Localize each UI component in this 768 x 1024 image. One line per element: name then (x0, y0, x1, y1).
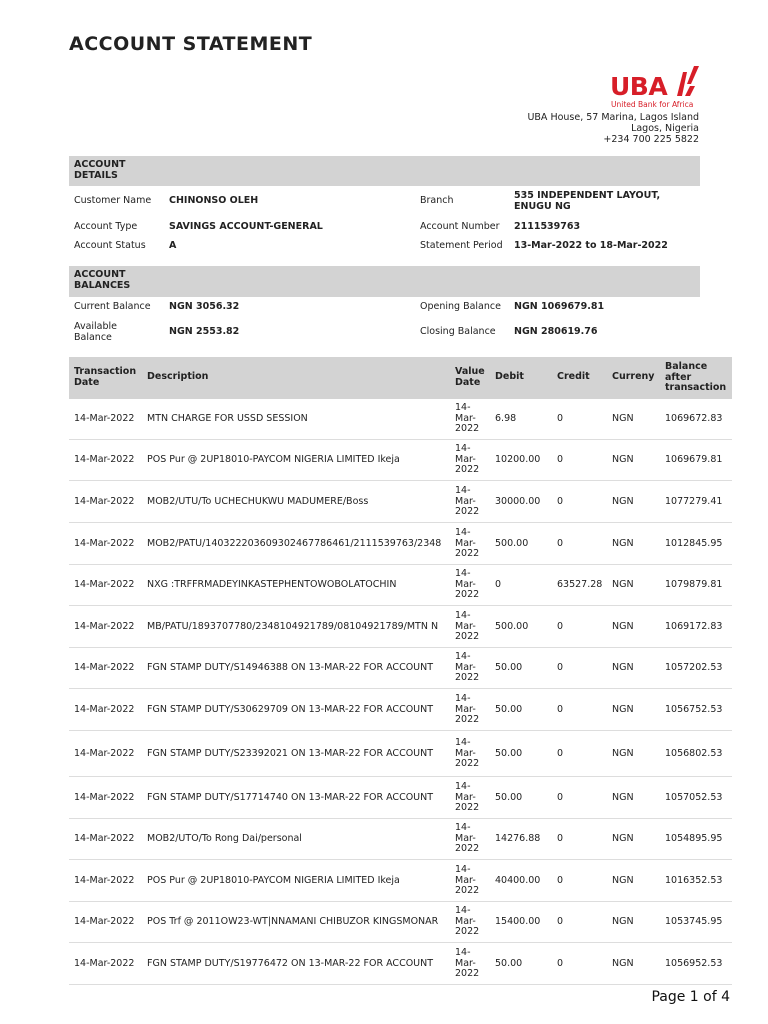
label-line: Available (74, 321, 118, 332)
cell-value-date: 14-Mar-2022 (455, 568, 480, 601)
table-row (69, 481, 732, 523)
cell-value-date: 14-Mar-2022 (455, 864, 480, 897)
cell-currency: NGN (612, 833, 634, 844)
current-balance-label: Current Balance (74, 301, 151, 312)
cell-transaction-date: 14-Mar-2022 (74, 579, 135, 590)
table-row (69, 440, 732, 481)
customer-name-value: CHINONSO OLEH (169, 195, 259, 206)
cell-transaction-date: 14-Mar-2022 (74, 958, 135, 969)
bank-address (527, 112, 699, 145)
branch-value (514, 190, 660, 212)
table-row (69, 399, 732, 440)
cell-debit: 500.00 (495, 621, 529, 632)
cell-debit: 30000.00 (495, 496, 541, 507)
cell-credit: 0 (557, 454, 564, 465)
cell-balance: 1054895.95 (665, 833, 723, 844)
cell-debit: 50.00 (495, 662, 523, 673)
cell-transaction-date: 14-Mar-2022 (74, 748, 135, 759)
logo-emblem-icon (674, 66, 700, 96)
header-line: transaction (665, 382, 727, 393)
cell-balance: 1077279.41 (665, 496, 723, 507)
cell-balance: 1053745.95 (665, 916, 723, 927)
cell-transaction-date: 14-Mar-2022 (74, 833, 135, 844)
cell-currency: NGN (612, 916, 634, 927)
opening-balance-label: Opening Balance (420, 301, 501, 312)
cell-credit: 0 (557, 875, 564, 886)
cell-description: FGN STAMP DUTY/S17714740 ON 13-MAR-22 FOR ACCOUNT (147, 792, 434, 803)
cell-description: FGN STAMP DUTY/S30629709 ON 13-MAR-22 FOR ACCOUNT (147, 704, 434, 715)
cell-balance: 1056802.53 (665, 748, 723, 759)
cell-value-date: 14-Mar-2022 (455, 822, 480, 855)
logo-text: UBA (610, 72, 668, 101)
col-value-date (455, 367, 485, 388)
cell-value-date: 14-Mar-2022 (455, 737, 480, 770)
cell-value-date: 14-Mar-2022 (455, 443, 480, 476)
branch-label: Branch (420, 195, 454, 206)
cell-credit: 0 (557, 916, 564, 927)
cell-debit: 10200.00 (495, 454, 541, 465)
cell-debit: 50.00 (495, 704, 523, 715)
customer-name-label: Customer Name (74, 195, 152, 206)
cell-currency: NGN (612, 875, 634, 886)
header-line: Date (455, 376, 481, 388)
cell-description: POS Pur @ 2UP18010-PAYCOM NIGERIA LIMITED Ikeja (147, 875, 400, 886)
cell-debit: 50.00 (495, 958, 523, 969)
cell-value-date: 14-Mar-2022 (455, 651, 480, 684)
cell-debit: 14276.88 (495, 833, 541, 844)
available-balance-value: NGN 2553.82 (169, 326, 240, 337)
heading-line: BALANCES (74, 279, 131, 291)
table-row (69, 902, 732, 943)
header-line: after (665, 371, 692, 383)
account-type-label: Account Type (74, 221, 138, 232)
header-line: Date (74, 376, 100, 388)
cell-currency: NGN (612, 454, 634, 465)
cell-currency: NGN (612, 538, 634, 549)
logo-subtitle: United Bank for Africa (611, 100, 694, 109)
cell-currency: NGN (612, 496, 634, 507)
cell-credit: 0 (557, 538, 564, 549)
cell-currency: NGN (612, 662, 634, 673)
cell-value-date: 14-Mar-2022 (455, 402, 480, 435)
cell-description: POS Trf @ 2011OW23-WT|NNAMANI CHIBUZOR KINGSMONAR (147, 916, 439, 927)
cell-balance: 1012845.95 (665, 538, 723, 549)
cell-balance: 1056952.53 (665, 958, 723, 969)
cell-value-date: 14-Mar-2022 (455, 947, 480, 980)
cell-debit: 50.00 (495, 748, 523, 759)
cell-balance: 1056752.53 (665, 704, 723, 715)
cell-debit: 50.00 (495, 792, 523, 803)
col-currency: Curreny (612, 371, 655, 382)
cell-currency: NGN (612, 748, 634, 759)
label-line: Balance (74, 332, 112, 343)
cell-description: FGN STAMP DUTY/S14946388 ON 13-MAR-22 FOR ACCOUNT (147, 662, 434, 673)
cell-credit: 0 (557, 621, 564, 632)
account-status-value: A (169, 240, 177, 251)
col-debit: Debit (495, 371, 524, 382)
closing-balance-value: NGN 280619.76 (514, 326, 598, 337)
cell-credit: 0 (557, 748, 564, 759)
col-description: Description (147, 371, 209, 382)
table-row (69, 777, 732, 819)
cell-credit: 0 (557, 704, 564, 715)
cell-transaction-date: 14-Mar-2022 (74, 916, 135, 927)
heading-line: ACCOUNT (74, 159, 126, 170)
cell-credit: 0 (557, 496, 564, 507)
cell-debit: 6.98 (495, 413, 517, 424)
cell-currency: NGN (612, 579, 634, 590)
branch-line: 535 INDEPENDENT LAYOUT, (514, 190, 661, 201)
cell-currency: NGN (612, 792, 634, 803)
cell-value-date: 14-Mar-2022 (455, 485, 480, 518)
cell-transaction-date: 14-Mar-2022 (74, 792, 135, 803)
cell-debit: 15400.00 (495, 916, 541, 927)
table-row (69, 943, 732, 985)
header-line: Balance (665, 361, 708, 372)
header-line: Transaction (74, 366, 137, 377)
page-indicator: Page 1 of 4 (651, 989, 730, 1005)
table-row (69, 523, 732, 565)
cell-balance: 1069672.83 (665, 413, 723, 424)
cell-currency: NGN (612, 621, 634, 632)
transactions-table-header (69, 357, 732, 399)
table-row (69, 565, 732, 606)
cell-balance: 1057052.53 (665, 792, 723, 803)
cell-currency: NGN (612, 958, 634, 969)
cell-description: MOB2/UTO/To Rong Dai/personal (147, 833, 302, 844)
table-row (69, 648, 732, 689)
account-details-header (69, 156, 700, 186)
cell-currency: NGN (612, 413, 634, 424)
cell-debit: 0 (495, 579, 502, 590)
cell-debit: 500.00 (495, 538, 529, 549)
cell-value-date: 14-Mar-2022 (455, 781, 480, 814)
address-line: Lagos, Nigeria (631, 123, 699, 134)
cell-balance: 1069679.81 (665, 454, 723, 465)
cell-balance: 1069172.83 (665, 621, 723, 632)
cell-description: MB/PATU/1893707780/2348104921789/08104921789/MTN N (147, 621, 439, 632)
account-number-value: 2111539763 (514, 221, 581, 232)
table-row (69, 689, 732, 731)
statement-period-value: 13-Mar-2022 to 18-Mar-2022 (514, 240, 668, 251)
opening-balance-value: NGN 1069679.81 (514, 301, 605, 312)
cell-description: FGN STAMP DUTY/S19776472 ON 13-MAR-22 FOR ACCOUNT (147, 958, 434, 969)
transactions-table-body (69, 399, 732, 985)
cell-description: POS Pur @ 2UP18010-PAYCOM NIGERIA LIMITED Ikeja (147, 454, 400, 465)
cell-description: FGN STAMP DUTY/S23392021 ON 13-MAR-22 FOR ACCOUNT (147, 748, 434, 759)
table-row (69, 819, 732, 860)
cell-transaction-date: 14-Mar-2022 (74, 496, 135, 507)
cell-value-date: 14-Mar-2022 (455, 610, 480, 643)
cell-description: MOB2/PATU/140322203609302467786461/2111539763/2348 (147, 538, 442, 549)
account-balances-heading (74, 270, 130, 291)
uba-logo (606, 66, 702, 110)
cell-transaction-date: 14-Mar-2022 (74, 413, 135, 424)
account-balances-header (69, 266, 700, 297)
cell-debit: 40400.00 (495, 875, 541, 886)
col-transaction-date (74, 367, 136, 388)
cell-value-date: 14-Mar-2022 (455, 527, 480, 560)
cell-transaction-date: 14-Mar-2022 (74, 662, 135, 673)
cell-credit: 0 (557, 662, 564, 673)
col-balance-after (665, 362, 726, 394)
table-row (69, 731, 732, 777)
cell-currency: NGN (612, 704, 634, 715)
table-row (69, 606, 732, 648)
available-balance-label (74, 321, 117, 343)
cell-credit: 0 (557, 792, 564, 803)
cell-balance: 1079879.81 (665, 579, 723, 590)
cell-credit: 0 (557, 958, 564, 969)
cell-credit: 0 (557, 413, 564, 424)
cell-transaction-date: 14-Mar-2022 (74, 875, 135, 886)
account-details-heading (74, 160, 126, 181)
cell-transaction-date: 14-Mar-2022 (74, 454, 135, 465)
account-number-label: Account Number (420, 221, 500, 232)
cell-value-date: 14-Mar-2022 (455, 905, 480, 938)
heading-line: DETAILS (74, 169, 118, 181)
cell-transaction-date: 14-Mar-2022 (74, 621, 135, 632)
address-phone: +234 700 225 5822 (603, 134, 699, 145)
cell-credit: 0 (557, 833, 564, 844)
branch-line: ENUGU NG (514, 201, 571, 212)
address-line: UBA House, 57 Marina, Lagos Island (527, 112, 699, 123)
current-balance-value: NGN 3056.32 (169, 301, 240, 312)
account-status-label: Account Status (74, 240, 146, 251)
cell-balance: 1057202.53 (665, 662, 723, 673)
statement-period-label: Statement Period (420, 240, 503, 251)
cell-description: MTN CHARGE FOR USSD SESSION (147, 413, 308, 424)
cell-balance: 1016352.53 (665, 875, 723, 886)
page-title: ACCOUNT STATEMENT (69, 33, 313, 55)
col-credit: Credit (557, 371, 590, 382)
cell-description: NXG :TRFFRMADEYINKASTEPHENTOWOBOLATOCHIN (147, 579, 397, 590)
cell-credit: 63527.28 (557, 579, 603, 590)
account-type-value: SAVINGS ACCOUNT-GENERAL (169, 221, 323, 232)
cell-transaction-date: 14-Mar-2022 (74, 704, 135, 715)
table-row (69, 860, 732, 902)
header-line: Value (455, 366, 485, 377)
heading-line: ACCOUNT (74, 269, 126, 280)
cell-description: MOB2/UTU/To UCHECHUKWU MADUMERE/Boss (147, 496, 369, 507)
cell-value-date: 14-Mar-2022 (455, 693, 480, 726)
closing-balance-label: Closing Balance (420, 326, 496, 337)
cell-transaction-date: 14-Mar-2022 (74, 538, 135, 549)
